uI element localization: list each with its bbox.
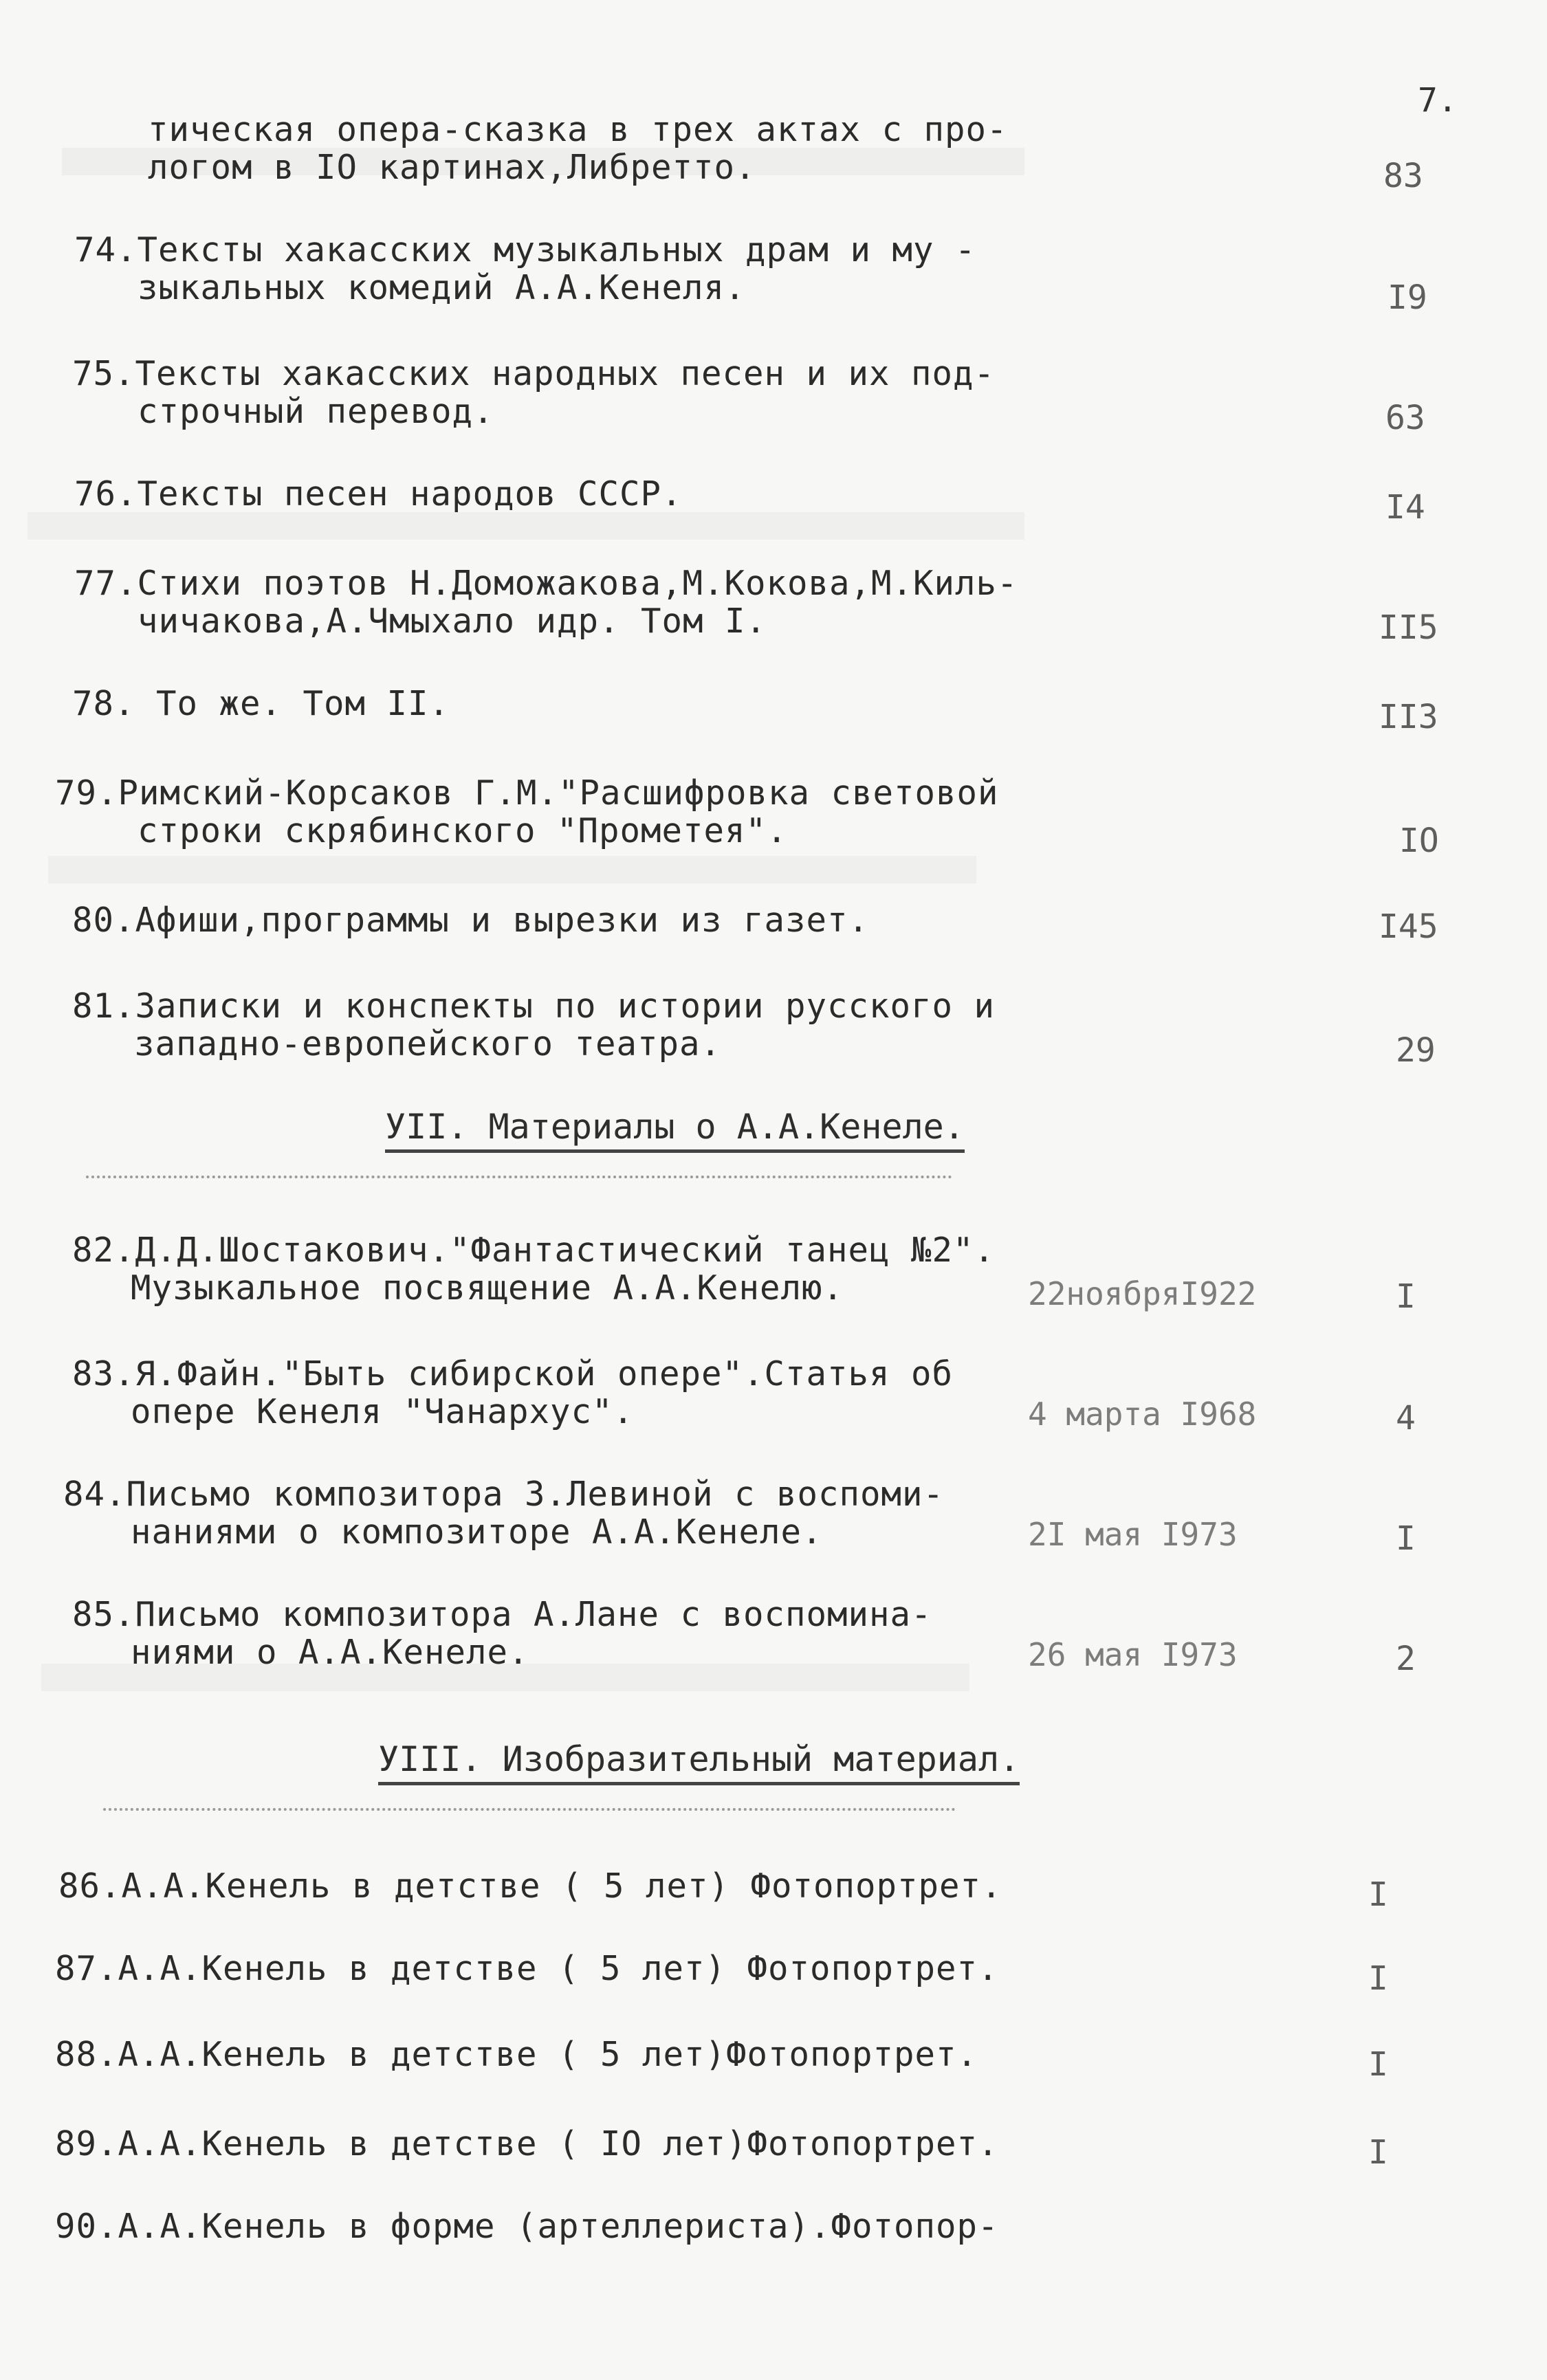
entry-line: 77.Стихи поэтов Н.Доможакова,М.Кокова,М.Киль-: [74, 564, 1018, 603]
entry-line: логом в IO картинах,Либретто.: [148, 148, 756, 187]
entry-line: 90.А.А.Кенель в форме (артеллериста).Фотопор-: [55, 2207, 999, 2246]
sheet-count: I: [1368, 1875, 1388, 1914]
sheet-count: I: [1368, 2045, 1388, 2084]
sheet-count: I: [1368, 1959, 1388, 1998]
sheet-count: I: [1396, 1277, 1416, 1316]
entry-line: 82.Д.Д.Шостакович."Фантастический танец №2".: [72, 1231, 996, 1270]
sheet-count: I: [1396, 1519, 1416, 1558]
entry-date: 22ноябряI922: [1028, 1275, 1257, 1312]
entry-line: 88.А.А.Кенель в детстве ( 5 лет)Фотопортрет.: [55, 2035, 978, 2074]
entry-date: 26 мая I973: [1028, 1636, 1238, 1673]
sheet-count: 4: [1396, 1399, 1416, 1437]
section-heading: УII. Материалы о А.А.Кенеле.: [385, 1107, 965, 1153]
entry-line: западно-европейского театра.: [134, 1024, 722, 1064]
bleed-through-shadow: [28, 512, 1024, 540]
sheet-count: 29: [1396, 1031, 1436, 1070]
sheet-count: 83: [1383, 157, 1423, 195]
entry-line: 83.Я.Файн."Быть сибирской опере".Статья об: [72, 1354, 954, 1393]
entry-line: 85.Письмо композитора А.Лане с воспомина-: [72, 1595, 932, 1634]
sheet-count: 63: [1385, 399, 1425, 437]
entry-line: 80.Афиши,программы и вырезки из газет.: [72, 901, 870, 940]
entry-line: 86.А.А.Кенель в детстве ( 5 лет) Фотопортрет.: [58, 1866, 1002, 1906]
sheet-count: I: [1368, 2133, 1388, 2172]
page-number: 7.: [1418, 81, 1458, 120]
entry-line: 75.Тексты хакасских народных песен и их под-: [72, 354, 996, 393]
dotted-divider: [103, 1808, 956, 1811]
bleed-through-shadow: [48, 856, 976, 883]
entry-line: строки скрябинского "Прометея".: [138, 811, 788, 850]
entry-line: 81.Записки и конспекты по истории русского и: [72, 987, 996, 1026]
entry-date: 4 марта I968: [1028, 1396, 1257, 1433]
entry-line: 76.Тексты песен народов СССР.: [74, 474, 683, 514]
sheet-count: I45: [1379, 907, 1438, 946]
entry-line: 78. То же. Том II.: [72, 684, 450, 723]
entry-line: ниями о А.А.Кенеле.: [131, 1633, 529, 1672]
entry-line: Музыкальное посвящение А.А.Кенелю.: [131, 1268, 844, 1308]
sheet-count: I9: [1387, 278, 1427, 317]
entry-line: 79.Римский-Корсаков Г.М."Расшифровка световой: [55, 773, 999, 813]
entry-line: 87.А.А.Кенель в детстве ( 5 лет) Фотопортрет.: [55, 1949, 999, 1988]
entry-date: 2I мая I973: [1028, 1516, 1238, 1553]
sheet-count: II5: [1379, 608, 1438, 647]
section-heading: УIII. Изобразительный материал.: [378, 1739, 1020, 1785]
entry-line: тическая опера-сказка в трех актах с про-: [148, 110, 1008, 149]
entry-line: 84.Письмо композитора З.Левиной с воспоми-: [63, 1475, 945, 1514]
entry-line: наниями о композиторе А.А.Кенеле.: [131, 1512, 823, 1552]
entry-line: 89.А.А.Кенель в детстве ( IO лет)Фотопортрет.: [55, 2124, 999, 2163]
dotted-divider: [86, 1176, 952, 1178]
sheet-count: II3: [1379, 698, 1438, 736]
entry-line: опере Кенеля "Чанархус".: [131, 1392, 635, 1431]
entry-line: зыкальных комедий А.А.Кенеля.: [138, 268, 746, 307]
entry-line: 74.Тексты хакасских музыкальных драм и му -: [74, 230, 976, 269]
sheet-count: 2: [1396, 1640, 1416, 1678]
sheet-count: I4: [1385, 488, 1425, 527]
entry-line: строчный перевод.: [138, 392, 494, 431]
entry-line: чичакова,А.Чмыхало идр. Том I.: [138, 602, 767, 641]
sheet-count: IO: [1399, 822, 1439, 860]
